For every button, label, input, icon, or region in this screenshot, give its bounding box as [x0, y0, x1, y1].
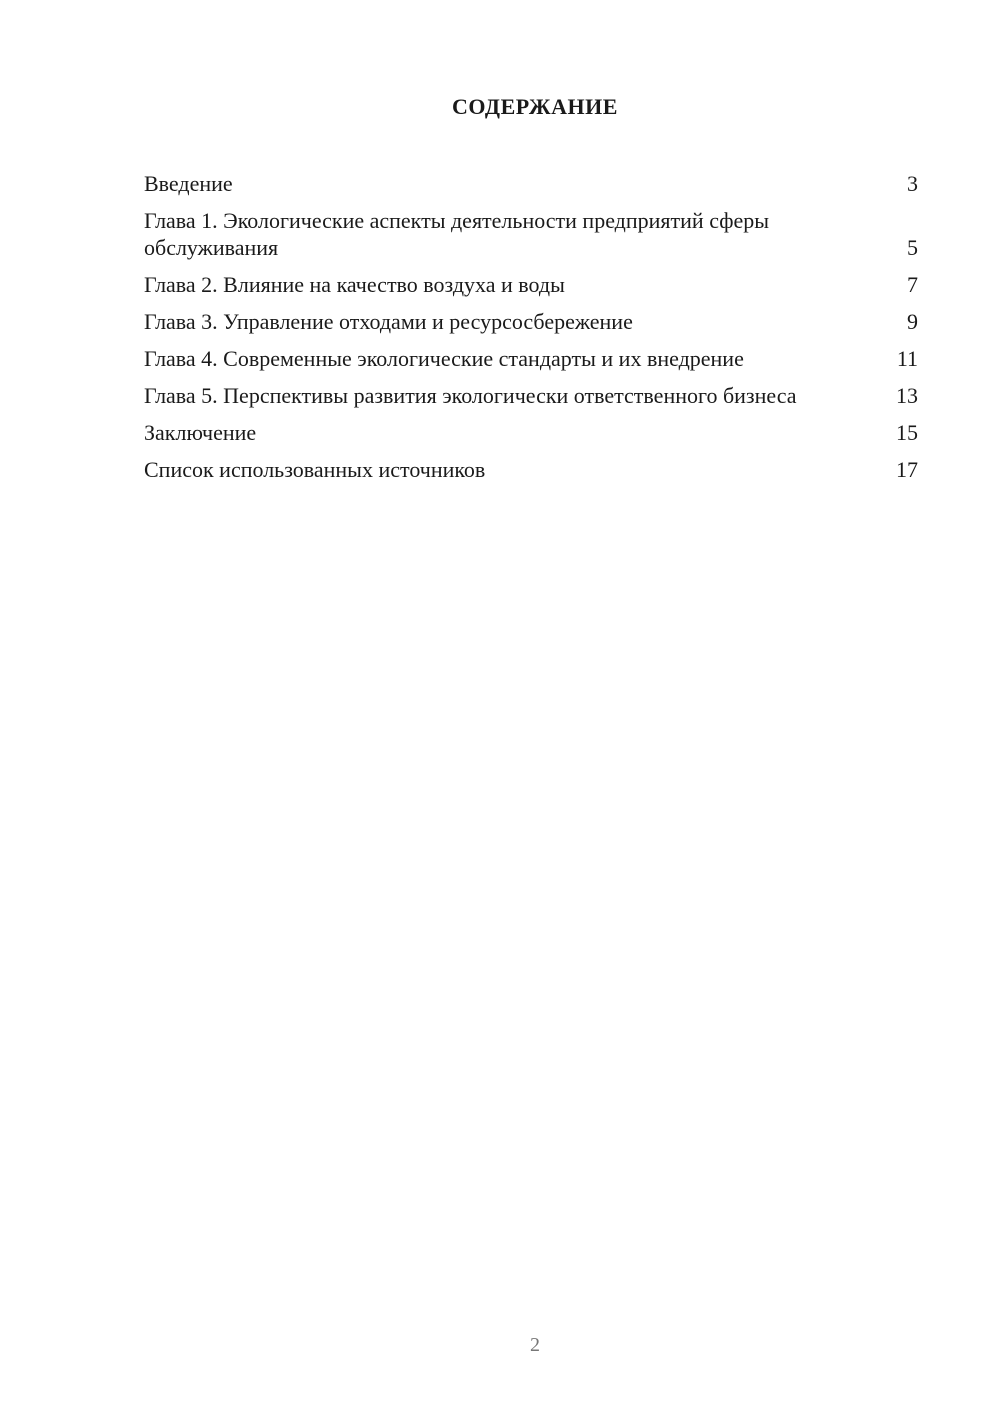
page-title: СОДЕРЖАНИЕ — [452, 94, 618, 119]
toc-entry-chapter-1 — [144, 207, 918, 261]
toc-entry-label: Заключение — [144, 420, 257, 445]
toc-entry-chapter-3 — [144, 308, 918, 335]
toc-entry-label: Глава 4. Современные экологические стандарты и их внедрение — [144, 346, 744, 371]
toc-entry-label: Список использованных источников — [144, 457, 486, 482]
toc-entry-page: 13 — [896, 383, 918, 408]
toc-entry-label: Глава 1. Экологические аспекты деятельности предприятий сферы обслуживания — [144, 208, 770, 260]
table-of-contents — [144, 170, 918, 493]
toc-entry-page: 5 — [907, 235, 918, 260]
toc-entry-label: Введение — [144, 171, 233, 196]
toc-entry-page: 9 — [907, 309, 918, 334]
toc-entry-chapter-5 — [144, 382, 918, 409]
toc-entry-label: Глава 2. Влияние на качество воздуха и воды — [144, 272, 565, 297]
toc-entry-chapter-4 — [144, 345, 918, 372]
toc-entry-conclusion — [144, 419, 918, 446]
toc-entry-introduction — [144, 170, 918, 197]
toc-entry-page: 11 — [896, 346, 918, 371]
toc-entry-page: 15 — [896, 420, 918, 445]
toc-entry-label: Глава 3. Управление отходами и ресурсосбережение — [144, 309, 633, 334]
toc-entry-page: 3 — [907, 171, 918, 196]
toc-entry-label: Глава 5. Перспективы развития экологически ответственного бизнеса — [144, 383, 797, 408]
toc-entry-references — [144, 456, 918, 483]
toc-entry-page: 17 — [896, 457, 918, 482]
toc-entry-chapter-2 — [144, 271, 918, 298]
toc-entry-page: 7 — [907, 272, 918, 297]
page-number: 2 — [530, 1334, 540, 1356]
